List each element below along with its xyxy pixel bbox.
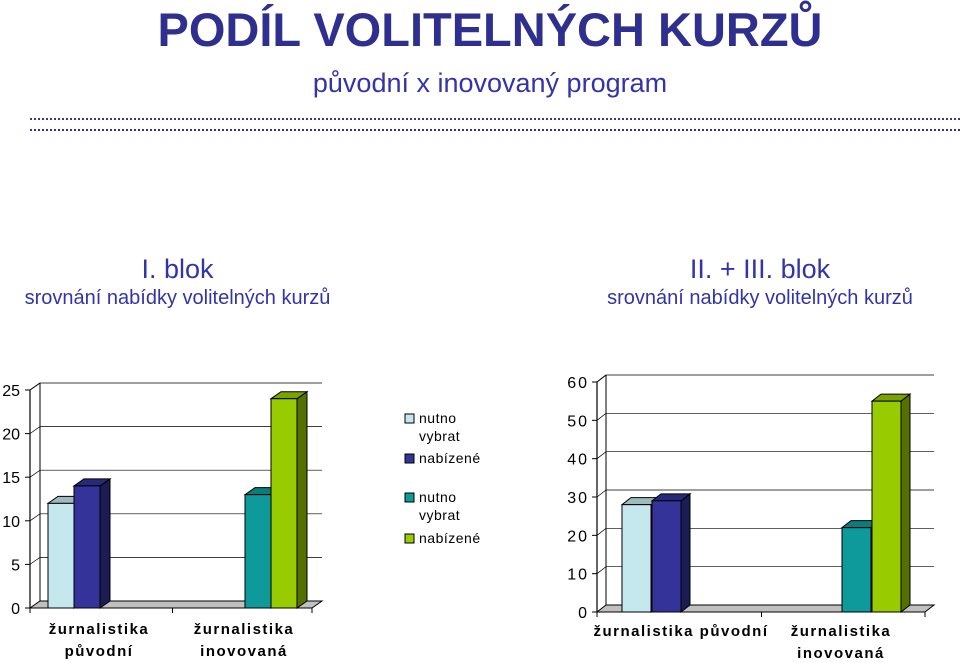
legend-swatch bbox=[405, 454, 414, 463]
y-tick-label: 0 bbox=[578, 605, 589, 622]
y-tick-label: 50 bbox=[567, 413, 589, 431]
legend-swatch bbox=[405, 414, 414, 423]
legend-label: nabízené bbox=[419, 530, 481, 546]
gridline bbox=[30, 383, 322, 390]
bar-side bbox=[681, 494, 690, 612]
y-tick-label: 30 bbox=[567, 490, 589, 507]
block-title: II. + III. blok bbox=[689, 254, 831, 284]
y-tick-label: 40 bbox=[567, 451, 589, 469]
legend-label: nutno bbox=[419, 489, 457, 505]
y-tick-label: 10 bbox=[2, 513, 20, 531]
y-tick-label: 15 bbox=[2, 470, 20, 488]
bar bbox=[74, 486, 100, 608]
legend-label: nabízené bbox=[419, 450, 481, 466]
y-tick-label: 10 bbox=[567, 566, 589, 584]
y-tick-label: 20 bbox=[2, 426, 20, 444]
x-category-label: žurnalistika původní bbox=[593, 623, 769, 640]
legend-label: vybrat bbox=[419, 507, 461, 523]
legend-label: vybrat bbox=[419, 428, 461, 444]
bar bbox=[245, 495, 271, 608]
legend-swatch bbox=[405, 493, 414, 502]
bar-side bbox=[901, 394, 910, 612]
x-category-label: původní bbox=[64, 643, 134, 660]
gridline bbox=[597, 375, 934, 382]
x-category-label: inovovaná bbox=[200, 643, 288, 660]
x-category-label: žurnalistika bbox=[48, 621, 150, 638]
bar bbox=[842, 528, 871, 612]
x-category-label: žurnalistika bbox=[193, 621, 295, 638]
bar-side bbox=[100, 479, 110, 608]
bar bbox=[872, 401, 901, 612]
y-tick-label: 0 bbox=[11, 601, 20, 618]
x-category-label: žurnalistika bbox=[790, 623, 892, 640]
x-category-label: inovovaná bbox=[797, 645, 885, 662]
page-title: PODÍL VOLITELNÝCH KURZŮ bbox=[157, 3, 823, 56]
y-tick-label: 60 bbox=[567, 375, 589, 392]
bar-side bbox=[297, 392, 307, 608]
legend-label: nutno bbox=[419, 410, 457, 426]
y-tick-label: 20 bbox=[567, 528, 589, 546]
block-subtitle: srovnání nabídky volitelných kurzů bbox=[607, 287, 913, 309]
block-title: I. blok bbox=[141, 254, 214, 284]
y-tick-label: 5 bbox=[11, 557, 20, 575]
legend-swatch bbox=[405, 534, 414, 543]
bar bbox=[652, 501, 681, 612]
y-tick-label: 25 bbox=[2, 383, 20, 400]
bar bbox=[622, 505, 651, 612]
bar bbox=[48, 503, 74, 608]
block-subtitle: srovnání nabídky volitelných kurzů bbox=[24, 287, 331, 309]
page-subtitle: původní x inovovaný program bbox=[312, 68, 668, 98]
bar bbox=[271, 399, 297, 608]
